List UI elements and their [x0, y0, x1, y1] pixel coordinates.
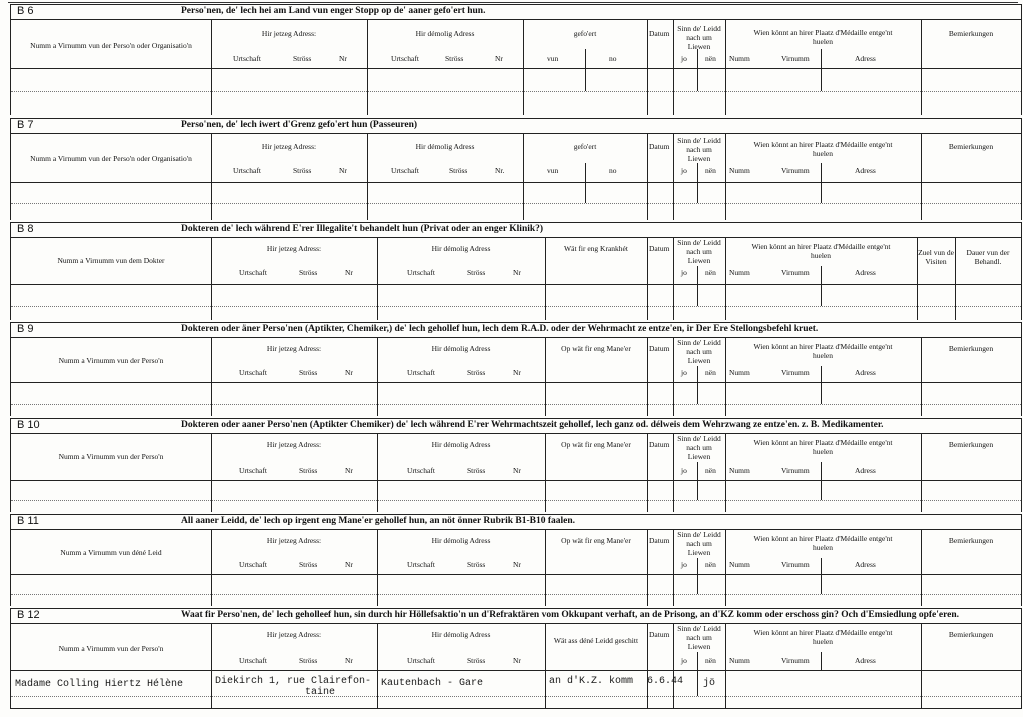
section-header: [11, 222, 1021, 238]
entry-date: 6.6.44: [647, 676, 684, 687]
section-header: [11, 118, 1021, 134]
entry-jo-answer: jö: [703, 678, 716, 689]
section-title: Perso'nen, de' lech hei am Land vun enger Stopp op de' aaner gefo'ert hun.: [181, 6, 486, 16]
section-b10: B 10 Dokteren oder aaner Perso'nen (Aptikter Chemiker) de' lech während E'rer Wehrmachtszeit gehollef, lech ganz od. délweis dem Wehrzwang ze entze'en. z. B. Medikamenter. Numm a Virnumm vun der Perso'n Hir jetzeg Adress: Urtschaft Ströss Nr Hir démolig Adress Urtschaft Ströss Nr Op wät fir eng Mane'er Datum Sinn de' Leidd nach um Liewen jo nën Wien könnt an hirer Plaatz d'Médaille entge'nt huelen Numm Virnumm Adress Bemierkungen: [10, 418, 1022, 512]
col-name-header: Numm a Virnumm vun der Perso'n oder Organisatio'n: [30, 41, 192, 50]
section-b7: B 7 Perso'nen, de' lech iwert d'Grenz gefo'ert hun (Passeuren) Numm a Virnumm vun der Perso'n oder Organisatio'n Hir jetzeg Adress: Urtschaft Ströss Nr Hir démolig Adress Urtschaft Ströss Nr. gefo'ert vun no Datum Sinn de' Leidd nach um Liewen jo nën Wien könnt an hirer Plaatz d'Médaille entge'nt huelen Numm Virnumm Adress Bemierkungen: [10, 118, 1022, 220]
section-title: Perso'nen, de' lech iwert d'Grenz gefo'ert hun (Passeuren): [181, 120, 418, 130]
section-header: [11, 4, 1021, 20]
page-top-edge: [8, 2, 1018, 3]
col-name-header: Numm a Virnumm vun der Perso'n: [58, 356, 164, 365]
section-b8: B 8 Dokteren de' lech während E'rer Illegalite't behandelt hun (Privat oder an enger Klinik?) Numm a Virnumm vun dem Dokter Hir jetzeg Adress: Urtschaft Ströss Nr Hir démolig Adress Urtschaft Ströss Nr Wät fir eng Krankhét Datum Sinn de' Leidd nach um Liewen jo nën Wien könnt an hirer Plaatz d'Médaille entge'nt huelen Numm Virnumm Adress Zuel vun de Visiten Dauer vun der Behandl.: [10, 222, 1022, 320]
entry-former-address: Kautenbach - Gare: [381, 678, 484, 689]
section-title: Dokteren de' lech während E'rer Illegalite't behandelt hun (Privat oder an enger Klinik?): [181, 224, 544, 234]
section-id: B 8: [17, 223, 34, 235]
former-address-header: Hir démolig Adress: [415, 29, 475, 38]
entry-name: Madame Colling Hiertz Hélène: [15, 679, 184, 690]
entry-what-happened: an d'K.Z. komm: [549, 676, 634, 687]
section-b6: B 6 Perso'nen, de' lech hei am Land vun enger Stopp op de' aaner gefo'ert hun. Numm a Virnumm vun der Perso'n oder Organisatio'n Hir jetzeg Adress: Urtschaft Ströss Nr Hir démolig Adress Urtschaft Ströss Nr gefo'ert vun no Datum Sinn de' Leidd nach um Liewen jo nën Wien könnt an hirer Plaatz d'Médaille entge'nt huelen Numm Virnumm Adress Bemierkungen: [10, 4, 1022, 115]
entry-current-address-line2: taine: [305, 687, 336, 698]
section-id: B 9: [17, 323, 34, 335]
section-header: [11, 608, 1021, 624]
section-b9: B 9 Dokteren oder äner Perso'nen (Aptikter, Chemiker,) de' lech gehollef hun, lech dem R.A.D. oder der Wehrmacht ze entze'en, ir Der Ere Stellongsbefehl kruet. Numm a Virnumm vun der Perso'n Hir jetzeg Adress: Urtschaft Ströss Nr Hir démolig Adress Urtschaft Ströss Nr Op wät fir eng Mane'er Datum Sinn de' Leidd nach um Liewen jo nën Wien könnt an hirer Plaatz d'Médaille entge'nt huelen Numm Virnumm Adress Bemierkungen: [10, 322, 1022, 416]
section-header: [11, 322, 1021, 338]
col-name-header: Numm a Virnumm vun déné Leid: [60, 548, 162, 557]
col-name-header: Numm a Virnumm vun der Perso'n: [58, 644, 164, 653]
visits-header: Zuel vun de Visiten: [918, 248, 954, 266]
section-header: [11, 418, 1021, 434]
col-name-header: Numm a Virnumm vun der Perso'n: [58, 452, 164, 461]
col-name-header: Numm a Virnumm vun dem Dokter: [57, 256, 165, 265]
section-id: B 7: [17, 119, 34, 131]
section-id: B 11: [17, 515, 39, 527]
col-name-header: Numm a Virnumm vun der Perso'n oder Organisatio'n: [30, 154, 192, 163]
current-address-header: Hir jetzeg Adress:: [261, 29, 317, 38]
section-b12: B 12 Waat fir Perso'nen, de' lech geholleef hun, sin durch hir Höllefsaktio'n un d'Refraktären vom Okkupant verhaft, an de Prisong, an d'KZ komm oder erschoss gin? Och d'Emsiedlung opfe'eren. Numm a Virnumm vun der Perso'n Hir jetzeg Adress: Urtschaft Ströss Nr Hir démolig Adress Urtschaft Ströss Nr Wät ass déné Leidd geschitt Datum Sinn de' Leidd nach um Liewen jo nën Wien könnt an hirer Plaatz d'Médaille entge'nt huelen Numm Virnumm Adress Bemierkungen Madame Colling Hiertz Hélène Diekirch 1, rue Clairefon- taine Kautenbach - Gare an d'K.Z. komm 6.6.44 jö: [10, 608, 1022, 709]
section-title: Waat fir Perso'nen, de' lech geholleef hun, sin durch hir Höllefsaktio'n un d'Refraktären vom Okkupant verhaft, an de Prisong, an d'KZ komm oder erschoss gin? Och d'Emsiedlung opfe'eren.: [181, 610, 960, 620]
what-happened-header: Wät ass déné Leidd geschitt: [553, 636, 639, 645]
section-title: Dokteren oder äner Perso'nen (Aptikter, Chemiker,) de' lech gehollef hun, lech dem R.A.D. oder der Wehrmacht ze entze'en, ir Der Ere Stellongsbefehl kruet.: [181, 324, 819, 334]
section-header: [11, 514, 1021, 530]
section-title: All aaner Leidd, de' lech op irgent eng Mane'er gehollef hun, an nöt önner Rubrik B1-B10 faalen.: [181, 516, 576, 526]
section-title: Dokteren oder aaner Perso'nen (Aptikter Chemiker) de' lech während E'rer Wehrmachtszeit gehollef, lech ganz od. délweis dem Wehrzwang ze entze'en. z. B. Medikamenter.: [181, 420, 884, 430]
section-b11: B 11 All aaner Leidd, de' lech op irgent eng Mane'er gehollef hun, an nöt önner Rubrik B1-B10 faalen. Numm a Virnumm vun déné Leid Hir jetzeg Adress: Urtschaft Ströss Nr Hir démolig Adress Urtschaft Ströss Nr Op wät fir eng Mane'er Datum Sinn de' Leidd nach um Liewen jo nën Wien könnt an hirer Plaatz d'Médaille entge'nt huelen Numm Virnumm Adress Bemierkungen: [10, 514, 1022, 606]
entry-current-address-line1: Diekirch 1, rue Clairefon-: [215, 676, 372, 687]
section-id: B 6: [17, 5, 34, 17]
section-id: B 12: [17, 609, 40, 621]
duration-header: Dauer vun der Behandl.: [966, 248, 1010, 266]
illness-header: Wät fir eng Krankhét: [564, 244, 628, 253]
section-id: B 10: [17, 419, 40, 431]
